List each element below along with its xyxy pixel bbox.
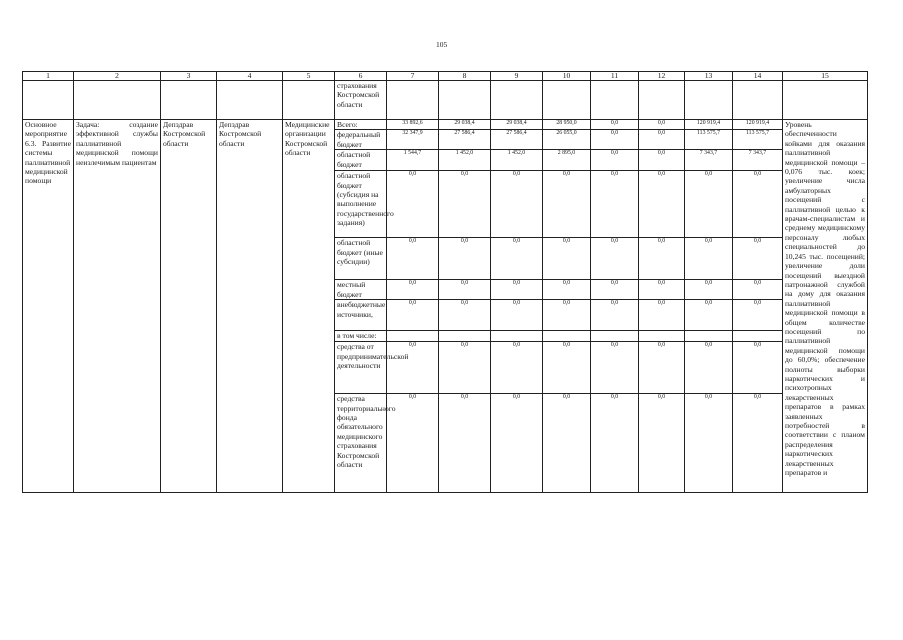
funding-value — [639, 331, 685, 342]
funding-value: 0,0 — [439, 171, 491, 238]
funding-value — [591, 331, 639, 342]
funding-value: 0,0 — [591, 300, 639, 331]
funding-value: 0,0 — [387, 300, 439, 331]
col-header: 2 — [74, 72, 161, 81]
funding-value: 0,0 — [387, 238, 439, 280]
funding-value: 0,0 — [733, 300, 783, 331]
funding-value: 120 919,4 — [685, 120, 733, 130]
funding-value: 0,0 — [387, 342, 439, 394]
funding-value: 0,0 — [543, 171, 591, 238]
funding-value: 29 038,4 — [491, 120, 543, 130]
funding-value: 113 575,7 — [685, 130, 733, 150]
funding-value — [543, 331, 591, 342]
funding-value: 32 347,9 — [387, 130, 439, 150]
funding-value: 27 586,4 — [439, 130, 491, 150]
funding-source-label: внебюджетные источники, — [335, 300, 387, 331]
funding-value: 0,0 — [639, 130, 685, 150]
funding-value: 0,0 — [733, 238, 783, 280]
funding-source-label: областной бюджет — [335, 150, 387, 171]
funding-value: 0,0 — [733, 342, 783, 394]
funding-value: 0,0 — [591, 120, 639, 130]
col-header: 12 — [639, 72, 685, 81]
funding-value: 0,0 — [387, 171, 439, 238]
coexecutor-text: Депздрав Костромской области — [161, 120, 217, 493]
funding-value: 0,0 — [591, 342, 639, 394]
funding-value: 0,0 — [733, 171, 783, 238]
funding-value: 0,0 — [543, 394, 591, 493]
funding-value: 0,0 — [639, 342, 685, 394]
funding-value: 0,0 — [543, 300, 591, 331]
col-header: 3 — [161, 72, 217, 81]
funding-value: 26 055,0 — [543, 130, 591, 150]
executor-text: Депздрав Костромской области — [217, 120, 283, 493]
funding-value: 0,0 — [543, 238, 591, 280]
funding-value: 0,0 — [387, 394, 439, 493]
funding-value: 0,0 — [439, 342, 491, 394]
funding-value: 0,0 — [639, 171, 685, 238]
carry-over-text: страхования Костромской области — [335, 81, 387, 120]
funding-value: 113 575,7 — [733, 130, 783, 150]
funding-value — [439, 331, 491, 342]
funding-value: 0,0 — [491, 238, 543, 280]
funding-value: 0,0 — [439, 394, 491, 493]
col-header: 5 — [283, 72, 335, 81]
funding-value — [387, 331, 439, 342]
funding-value: 1 452,0 — [491, 150, 543, 171]
funding-source-label: средства от предпринимательской деятельности — [335, 342, 387, 394]
funding-value: 0,0 — [685, 171, 733, 238]
funding-value: 0,0 — [591, 280, 639, 300]
carry-over-row — [23, 81, 868, 120]
measure-name: Основное мероприятие 6.3. Развитие системы паллиативной медицинской помощи — [23, 120, 74, 493]
funding-value: 0,0 — [439, 238, 491, 280]
funding-value: 0,0 — [591, 238, 639, 280]
funding-source-label: в том числе: — [335, 331, 387, 342]
funding-value: 27 586,4 — [491, 130, 543, 150]
col-header: 7 — [387, 72, 439, 81]
funding-value: 120 919,4 — [733, 120, 783, 130]
funding-source-label: областной бюджет (субсидия на выполнение государственного задания) — [335, 171, 387, 238]
expected-result-text: Уровень обеспеченности койками для оказания паллиативной медицинской помощи – 0,076 тыс. коек; увеличение числа амбулаторных посещений с паллиативной целью к врачам-специалистам и среднему медицинскому персоналу любых специальностей до 10,245 тыс. посещений; увеличение доли посещений выездной патронажной службой на дому для оказания паллиативной медицинской помощи в общем количестве посещений по паллиативной медицинской помощи до 60,0%; обеспечение полноты выборки наркотических и психотропных лекарственных препаратов в рамках заявленных потребностей в соответствии с планом распределения наркотических лекарственных препаратов и — [783, 120, 868, 493]
funding-value: 0,0 — [491, 280, 543, 300]
funding-value — [491, 331, 543, 342]
col-header: 1 — [23, 72, 74, 81]
funding-value: 0,0 — [439, 300, 491, 331]
col-header: 9 — [491, 72, 543, 81]
col-header: 4 — [217, 72, 283, 81]
funding-value: 0,0 — [591, 171, 639, 238]
funding-source-label: местный бюджет — [335, 280, 387, 300]
page-number: 105 — [436, 40, 448, 49]
col-header: 15 — [783, 72, 868, 81]
funding-source-label: федеральный бюджет — [335, 130, 387, 150]
funding-value: 0,0 — [591, 130, 639, 150]
funding-source-label: средства территориального фонда обязательного медицинского страхования Костромской области — [335, 394, 387, 493]
funding-value: 0,0 — [639, 394, 685, 493]
funding-value: 0,0 — [491, 171, 543, 238]
funding-value: 7 343,7 — [733, 150, 783, 171]
funding-value: 2 895,0 — [543, 150, 591, 171]
funding-value: 1 452,0 — [439, 150, 491, 171]
funding-value: 0,0 — [685, 394, 733, 493]
funding-value: 0,0 — [491, 342, 543, 394]
funding-value: 0,0 — [387, 280, 439, 300]
col-header: 8 — [439, 72, 491, 81]
funding-value: 0,0 — [733, 280, 783, 300]
col-header: 6 — [335, 72, 387, 81]
funding-source-label: областной бюджет (иные субсидии) — [335, 238, 387, 280]
funding-value — [685, 331, 733, 342]
funding-value: 0,0 — [591, 150, 639, 171]
funding-value: 0,0 — [639, 300, 685, 331]
funding-value: 0,0 — [591, 394, 639, 493]
funding-value: 0,0 — [543, 280, 591, 300]
funding-value: 0,0 — [685, 300, 733, 331]
funding-value: 28 950,0 — [543, 120, 591, 130]
funding-value: 29 038,4 — [439, 120, 491, 130]
col-header: 10 — [543, 72, 591, 81]
funding-value: 0,0 — [543, 342, 591, 394]
funding-value: 0,0 — [639, 150, 685, 171]
task-text: Задача: создание эффективной службы паллиативной медицинской помощи неизлечимым пациентам — [74, 120, 161, 493]
funding-value: 0,0 — [733, 394, 783, 493]
program-table — [22, 71, 868, 493]
participant-text: Медицинские организации Костромской области — [283, 120, 335, 493]
funding-value: 33 892,6 — [387, 120, 439, 130]
col-header: 11 — [591, 72, 639, 81]
financing-row — [23, 120, 868, 130]
funding-value: 0,0 — [639, 120, 685, 130]
funding-value: 0,0 — [639, 238, 685, 280]
funding-value: 0,0 — [491, 300, 543, 331]
funding-value: 0,0 — [639, 280, 685, 300]
funding-value: 7 343,7 — [685, 150, 733, 171]
col-header: 14 — [733, 72, 783, 81]
funding-value: 0,0 — [439, 280, 491, 300]
funding-value: 0,0 — [491, 394, 543, 493]
funding-value — [733, 331, 783, 342]
funding-source-label: Всего: — [335, 120, 387, 130]
column-number-row — [23, 72, 868, 81]
funding-value: 0,0 — [685, 238, 733, 280]
funding-value: 1 544,7 — [387, 150, 439, 171]
funding-value: 0,0 — [685, 280, 733, 300]
funding-value: 0,0 — [685, 342, 733, 394]
col-header: 13 — [685, 72, 733, 81]
